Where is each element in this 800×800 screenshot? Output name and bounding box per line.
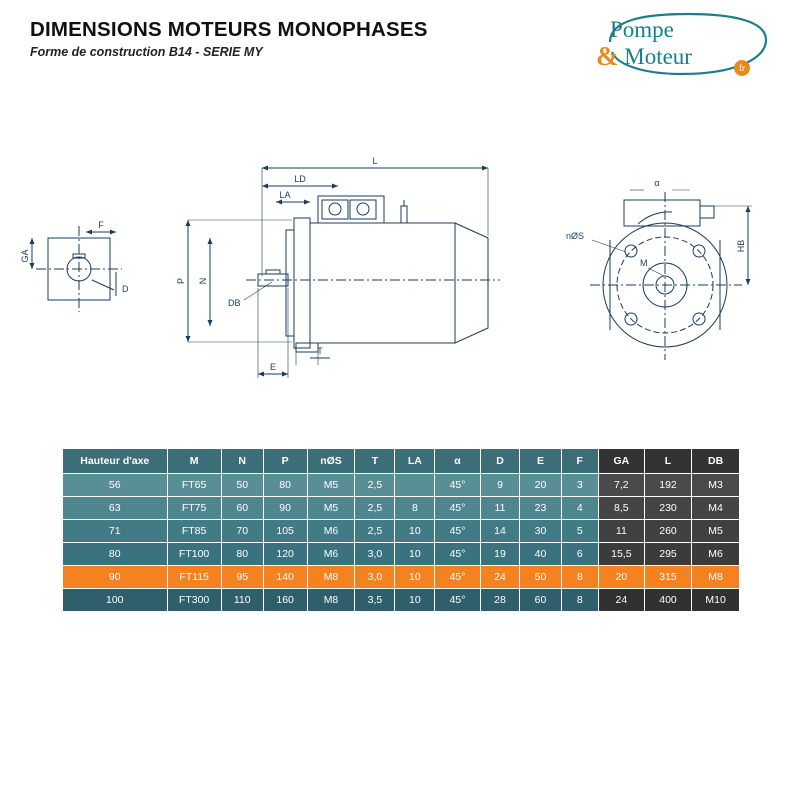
cell-nos: M8 — [307, 566, 355, 589]
svg-text:DB: DB — [228, 298, 241, 308]
col-header-d: D — [480, 449, 520, 474]
table-row — [63, 589, 740, 612]
cell-p: 105 — [263, 520, 307, 543]
cell-l: 230 — [644, 497, 691, 520]
cell-m: FT300 — [167, 589, 221, 612]
drawing-svg — [0, 120, 800, 420]
col-header-t: T — [355, 449, 395, 474]
cell-f: 3 — [561, 474, 598, 497]
cell-la: 10 — [395, 520, 435, 543]
cell-f: 8 — [561, 589, 598, 612]
cell-n: 60 — [221, 497, 263, 520]
cell-f: 8 — [561, 566, 598, 589]
cell-e: 30 — [520, 520, 561, 543]
col-header-n: N — [221, 449, 263, 474]
svg-text:M: M — [640, 258, 648, 268]
cell-t: 3,5 — [355, 589, 395, 612]
cell-d: 14 — [480, 520, 520, 543]
col-header-m: M — [167, 449, 221, 474]
page-subtitle: Forme de construction B14 - SERIE MY — [30, 45, 263, 59]
cell-hauteur: 100 — [63, 589, 168, 612]
cell-l: 295 — [644, 543, 691, 566]
cell-db: M5 — [692, 520, 740, 543]
cell-la: 10 — [395, 566, 435, 589]
brand-logo — [596, 10, 776, 82]
cell-nos: M8 — [307, 589, 355, 612]
cell-t: 2,5 — [355, 520, 395, 543]
cell-f: 4 — [561, 497, 598, 520]
cell-la: 10 — [395, 589, 435, 612]
cell-t: 3,0 — [355, 543, 395, 566]
svg-text:α: α — [654, 178, 660, 188]
svg-text:T: T — [317, 346, 323, 356]
cell-p: 160 — [263, 589, 307, 612]
col-header-nos: nØS — [307, 449, 355, 474]
dimensions-table — [62, 448, 740, 612]
table-row — [63, 474, 740, 497]
table-row — [63, 497, 740, 520]
cell-m: FT115 — [167, 566, 221, 589]
cell-ga: 7,2 — [598, 474, 644, 497]
cell-p: 120 — [263, 543, 307, 566]
cell-la: 8 — [395, 497, 435, 520]
shaft-section-view — [20, 220, 129, 312]
page-title: DIMENSIONS MOTEURS MONOPHASES — [30, 18, 428, 41]
cell-alpha: 45° — [435, 520, 480, 543]
col-header-ga: GA — [598, 449, 644, 474]
cell-hauteur: 80 — [63, 543, 168, 566]
col-header-f: F — [561, 449, 598, 474]
technical-drawing — [0, 120, 800, 420]
cell-ga: 8,5 — [598, 497, 644, 520]
cell-ga: 11 — [598, 520, 644, 543]
logo-moteur-word: Moteur — [624, 44, 692, 70]
cell-d: 28 — [480, 589, 520, 612]
svg-text:nØS: nØS — [566, 231, 585, 241]
cell-l: 260 — [644, 520, 691, 543]
svg-text:L: L — [372, 156, 378, 166]
cell-hauteur: 56 — [63, 474, 168, 497]
cell-p: 140 — [263, 566, 307, 589]
cell-hauteur: 90 — [63, 566, 168, 589]
cell-alpha: 45° — [435, 474, 480, 497]
cell-ga: 24 — [598, 589, 644, 612]
svg-text:LA: LA — [279, 190, 291, 200]
cell-f: 6 — [561, 543, 598, 566]
cell-n: 95 — [221, 566, 263, 589]
col-header-l: L — [644, 449, 691, 474]
cell-n: 110 — [221, 589, 263, 612]
cell-t: 2,5 — [355, 497, 395, 520]
svg-text:D: D — [122, 284, 129, 294]
cell-alpha: 45° — [435, 566, 480, 589]
cell-db: M4 — [692, 497, 740, 520]
cell-la: 10 — [395, 543, 435, 566]
cell-nos: M6 — [307, 520, 355, 543]
svg-text:LD: LD — [294, 174, 306, 184]
flange-front-view — [566, 178, 752, 360]
logo-text-pompe: Pompe — [610, 17, 674, 42]
cell-la — [395, 474, 435, 497]
cell-n: 70 — [221, 520, 263, 543]
cell-db: M10 — [692, 589, 740, 612]
cell-alpha: 45° — [435, 543, 480, 566]
cell-d: 19 — [480, 543, 520, 566]
cell-ga: 20 — [598, 566, 644, 589]
cell-m: FT75 — [167, 497, 221, 520]
dimensions-table-wrapper — [62, 448, 740, 612]
cell-hauteur: 63 — [63, 497, 168, 520]
svg-text:P: P — [176, 277, 186, 285]
cell-alpha: 45° — [435, 497, 480, 520]
cell-m: FT85 — [167, 520, 221, 543]
cell-l: 400 — [644, 589, 691, 612]
cell-m: FT100 — [167, 543, 221, 566]
table-row-highlighted — [63, 566, 740, 589]
table-row — [63, 543, 740, 566]
table-header-row — [63, 449, 740, 474]
col-header-db: DB — [692, 449, 740, 474]
cell-db: M8 — [692, 566, 740, 589]
cell-db: M6 — [692, 543, 740, 566]
cell-d: 24 — [480, 566, 520, 589]
col-header-e: E — [520, 449, 561, 474]
cell-p: 80 — [263, 474, 307, 497]
table-row — [63, 520, 740, 543]
cell-nos: M6 — [307, 543, 355, 566]
col-header-alpha: α — [435, 449, 480, 474]
svg-text:GA: GA — [20, 249, 30, 263]
cell-d: 9 — [480, 474, 520, 497]
cell-nos: M5 — [307, 474, 355, 497]
col-header-p: P — [263, 449, 307, 474]
cell-m: FT65 — [167, 474, 221, 497]
cell-e: 50 — [520, 566, 561, 589]
svg-text:HB: HB — [736, 239, 746, 253]
cell-f: 5 — [561, 520, 598, 543]
cell-e: 23 — [520, 497, 561, 520]
svg-text:N: N — [198, 277, 208, 285]
cell-db: M3 — [692, 474, 740, 497]
cell-e: 20 — [520, 474, 561, 497]
cell-n: 50 — [221, 474, 263, 497]
cell-l: 192 — [644, 474, 691, 497]
cell-e: 60 — [520, 589, 561, 612]
cell-t: 2,5 — [355, 474, 395, 497]
cell-d: 11 — [480, 497, 520, 520]
side-elevation-view — [176, 156, 500, 378]
cell-n: 80 — [221, 543, 263, 566]
col-header-la: LA — [395, 449, 435, 474]
cell-p: 90 — [263, 497, 307, 520]
svg-text:E: E — [269, 362, 277, 372]
cell-alpha: 45° — [435, 589, 480, 612]
cell-nos: M5 — [307, 497, 355, 520]
cell-e: 40 — [520, 543, 561, 566]
svg-text:F: F — [98, 220, 104, 230]
logo-ampersand: & — [596, 41, 619, 72]
logo-fr-badge: fr — [734, 60, 750, 76]
col-header-hauteur-daxe: Hauteur d'axe — [63, 449, 168, 474]
cell-t: 3,0 — [355, 566, 395, 589]
cell-hauteur: 71 — [63, 520, 168, 543]
cell-l: 315 — [644, 566, 691, 589]
cell-ga: 15,5 — [598, 543, 644, 566]
